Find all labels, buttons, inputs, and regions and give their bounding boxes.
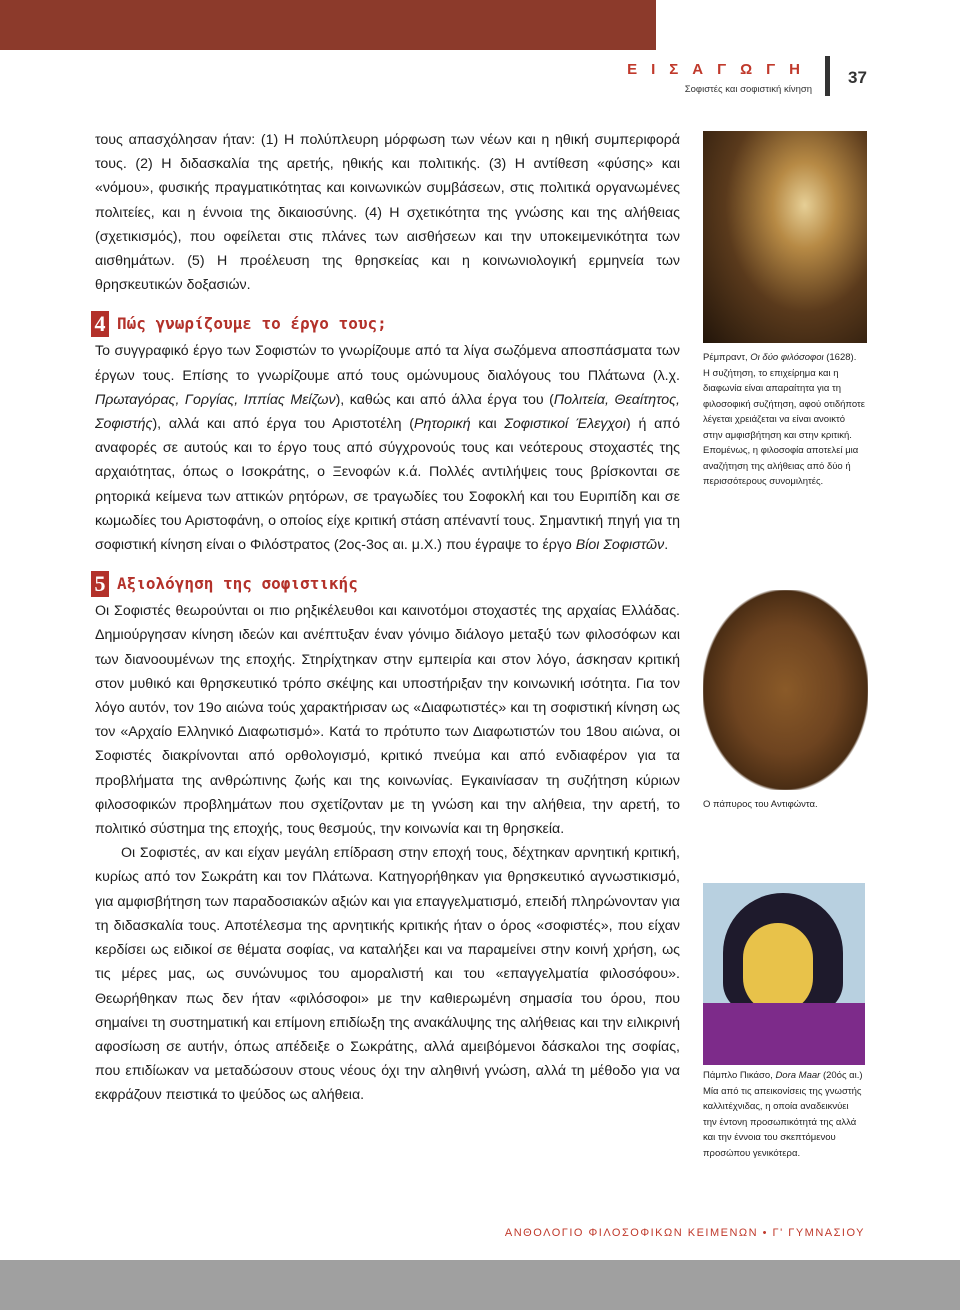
section-title: Αξιολόγηση της σοφιστικής	[117, 574, 358, 594]
section-4-paragraph: Το συγγραφικό έργο των Σοφιστών το γνωρίζουμε από τα λίγα σωζόμενα αποσπάσματα των έργων τους. Επίσης το γνωρίζουμε από τους ομώνυμους διαλόγους του Πλάτωνα (λ.χ. Πρωταγόρας, Γοργίας, Ιππίας Μείζων), καθώς και από άλλα έργα του (Πολιτεία, Θεαίτητος, Σοφιστής), αλλά και από έργα του Αριστοτέλη (Ρητορική και Σοφιστικοί Έλεγχοι) ή από αναφορές σε αυτούς και το έργο τους από σύγχρονούς τους και νεότερους στοχαστές της αρχαιότητας, όπως ο Ισοκράτης, ο Ξενοφών κ.ά. Πολλές αντιλήψεις τους βρίσκονται σε ρητορικά κείμενα των αττικών ρητόρων, σε τραγωδίες του Σοφοκλή και του Ευριπίδη και σε κωμωδίες του Αριστοφάνη, ο οποίος είχε κριτική στάση απέναντί τους. Σημαντική πηγή για τη σοφιστική κίνηση είναι ο Φιλόστρατος (2ος-3ος αι. μ.Χ.) που έγραψε το έργο Βίοι Σοφιστῶν.	[95, 343, 681, 554]
section-4-heading	[91, 311, 680, 337]
main-text-column	[95, 128, 680, 1108]
footer-book-title: ΑΝΘΟΛΟΓΙΟ ΦΙΛΟΣΟΦΙΚΩΝ ΚΕΙΜΕΝΩΝ • Γ' ΓΥΜΝΑΣΙΟΥ	[504, 1227, 865, 1239]
bottom-gray-bar	[0, 1260, 960, 1310]
header-title: ΕΙΣΑΓΩΓΗ	[627, 61, 814, 78]
header-divider	[825, 56, 830, 96]
header-subtitle: Σοφιστές και σοφιστική κίνηση	[684, 84, 812, 95]
section-5-paragraph-1: Οι Σοφιστές θεωρούνται οι πιο ρηξικέλευθοι και καινοτόμοι στοχαστές της αρχαίας Ελλάδας. Δημιούργησαν κίνηση ιδεών και ανέπτυξαν έναν γόνιμο διάλογο μεταξύ των φιλοσόφων και των διανοουμένων της εποχής. Στηρίχτηκαν στην εμπειρία και στον λόγο, άσκησαν κριτική στον μυθικό και θρησκευτικό τρόπο σκέψης και υποστήριξαν την κοινωνική ισότητα. Για τον λόγο αυτόν, τον 19ο αιώνα τούς χαρακτήρισαν ως «Διαφωτιστές» και τη σοφιστική κίνηση ως τον «Αρχαίο Ελληνικό Διαφωτισμό». Κατά το πρότυπο των Διαφωτιστών του 18ου αιώνα, οι Σοφιστές διακρίνονται από ορθολογισμό, κριτικό πνεύμα και από ενδιαφέρον για τα προβλήματα της ανθρώπινης ζωής και της κοινωνίας. Εγκαινίασαν τη συζήτηση κύριων φιλοσοφικών προβλημάτων που σχετίζονταν με τη γνώση και την αλήθεια, την αρετή, το πολιτικό σύστημα της εποχής, τους θεσμούς, την κοινωνία και τη θρησκεία.	[95, 603, 680, 838]
intro-paragraph: τους απασχόλησαν ήταν: (1) Η πολύπλευρη μόρφωση των νέων και η ηθική συμπεριφορά τους. (2) Η διδασκαλία της αρετής, ηθικής και πολιτικής. (3) Η αντίθεση «φύσης» και «νόμου», φυσικής πραγματικότητας και κοινωνικών συμβάσεων, στις πολιτικά οργανωμένες πολιτείες, και η έννοια της δικαιοσύνης. (4) Η σχετικότητα της γνώσης και της αλήθειας (σχετικισμός), που οφείλεται στις πλάνες των αισθήσεων και την υποκειμενικότητα των αισθημάτων. (5) Η προέλευση της θρησκείας και η κοινωνιολογική ερμηνεία των θρησκευτικών δοξασιών.	[95, 132, 680, 294]
section-5-heading	[91, 571, 680, 597]
top-color-bar	[0, 0, 656, 50]
picasso-painting-image	[703, 883, 865, 1065]
section-title: Πώς γνωρίζουμε το έργο τους;	[117, 314, 387, 334]
section-number: 5	[91, 571, 109, 597]
caption-rembrandt: Ρέμπραντ, Οι δύο φιλόσοφοι (1628). Η συζήτηση, το επιχείρημα και η διαφωνία είναι απαραίτητα για τη φιλοσοφική συζήτηση, αφού οτιδήποτε λέγεται χρειάζεται να είναι ανοικτό στην αμφισβήτηση και στην κριτική. Επομένως, η φιλοσοφία αποτελεί μια αναζήτηση της αλήθειας από δύο ή περισσότερους συνομιλητές.	[703, 352, 865, 487]
papyrus-image	[703, 590, 868, 790]
page-number: 37	[848, 68, 867, 87]
section-number: 4	[91, 311, 109, 337]
caption-papyrus: Ο πάπυρος του Αντιφώντα.	[703, 799, 818, 810]
section-5-paragraph-2: Οι Σοφιστές, αν και είχαν μεγάλη επίδραση στην εποχή τους, δέχτηκαν αρνητική κριτική, κυρίως από τον Σωκράτη και τον Πλάτωνα. Κατηγορήθηκαν για θρησκευτικό αγνωστικισμό, για αμφισβήτηση των παραδοσιακών αξιών και για επαγγελματισμό, επειδή πληρώνονταν για τη διδασκαλία τους. Αποτέλεσμα της αρνητικής κριτικής ήταν ο όρος «σοφιστές», που είχαν κερδίσει ως ειδικοί σε θέματα σοφίας, να καταλήξει και να παραμείνει στην κοινή χρήση, ως τις μέρες μας, ως συνώνυμος του αμοραλιστή και του «επαγγελματία φιλοσόφου». Θεωρήθηκαν πως δεν ήταν «φιλόσοφοι» με την καθιερωμένη σημασία του όρου, που σημαίνει τη συστηματική και επίμονη επιδίωξη της ανακάλυψης της αλήθειας και την ειλικρινή αφοσίωση σε αυτήν, όπως απέδειξε ο Σωκράτης, αλλά αμειβόμενοι δάσκαλοι της σοφίας, που επιδίωκαν να μεταδώσουν στους νέους όχι την αληθινή γνώση, αλλά τη μέθοδο για να εκφράζουν πειστικά το ψεύδος ως αλήθεια.	[95, 845, 680, 1104]
rembrandt-painting-image	[703, 131, 867, 343]
caption-picasso: Πάμπλο Πικάσο, Dora Maar (20ός αι.) Μία από τις απεικονίσεις της γνωστής καλλιτέχνιδας, η οποία αναδεικνύει την έντονη προσωπικότητά της αλλά και την έννοια του σκεπτόμενου προσώπου γενικότερα.	[703, 1070, 863, 1159]
